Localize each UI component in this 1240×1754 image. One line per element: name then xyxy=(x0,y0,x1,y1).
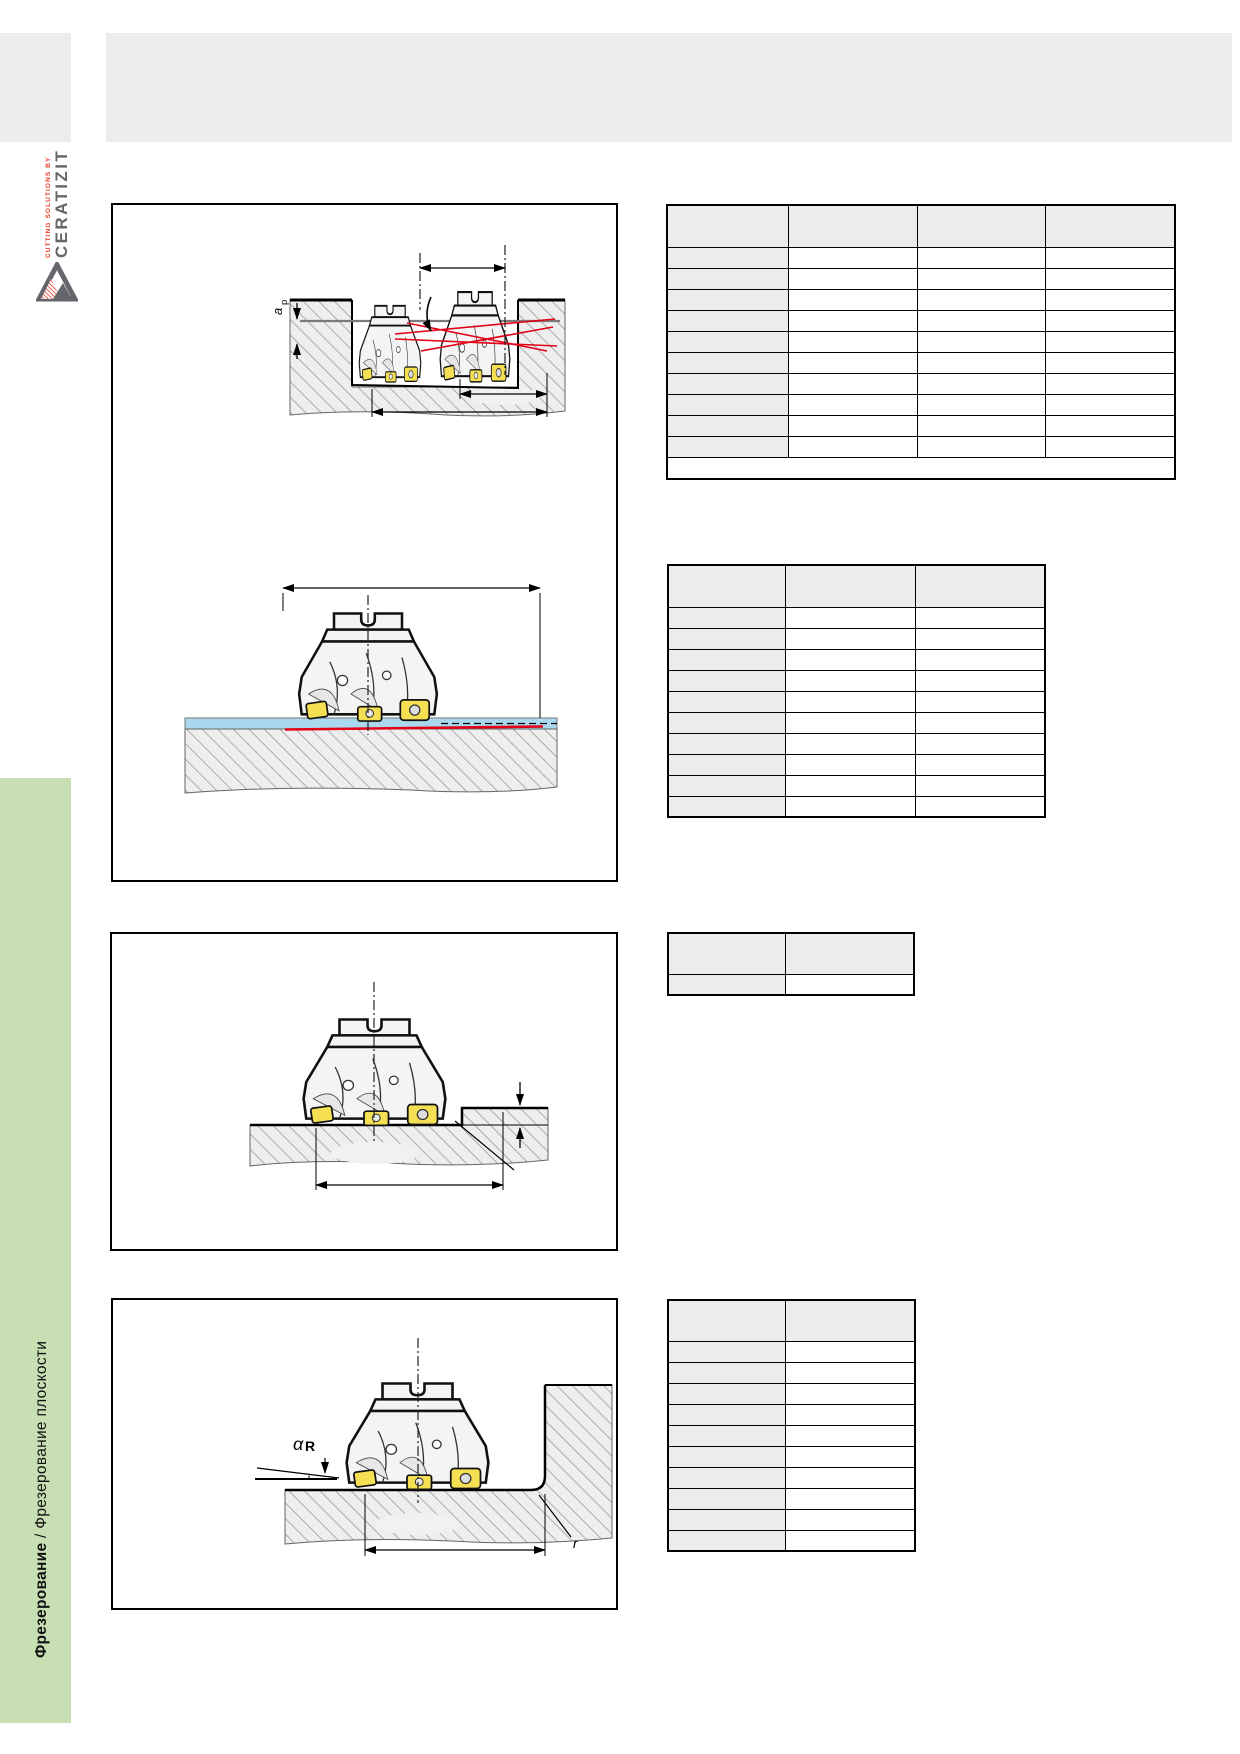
table-cell xyxy=(668,1530,785,1551)
table-cell xyxy=(788,373,917,394)
table-row xyxy=(668,670,1045,691)
table-cell xyxy=(785,796,915,817)
table-cell xyxy=(785,712,915,733)
table-cell xyxy=(788,394,917,415)
table-row xyxy=(668,1383,915,1404)
table-cell xyxy=(1045,352,1175,373)
label-alpha-sub: R xyxy=(305,1438,316,1454)
table-cell xyxy=(1045,436,1175,457)
table-cell xyxy=(915,628,1045,649)
section-label-bold: Фрезерование xyxy=(33,1542,50,1658)
table-row xyxy=(668,1446,915,1467)
table-cell xyxy=(785,670,915,691)
table-cell xyxy=(788,352,917,373)
header-cell xyxy=(668,1300,785,1341)
table-cell xyxy=(668,691,785,712)
table-cell xyxy=(785,754,915,775)
table-cell xyxy=(917,352,1045,373)
header-cell xyxy=(915,565,1045,607)
table-cell xyxy=(915,670,1045,691)
table-cell xyxy=(785,974,914,995)
table-row xyxy=(667,394,1175,415)
table-cell xyxy=(917,373,1045,394)
table-cell xyxy=(668,754,785,775)
table-cell xyxy=(788,436,917,457)
table-cell xyxy=(915,775,1045,796)
table-row xyxy=(668,1488,915,1509)
spec-table-grid xyxy=(667,932,915,996)
table-row xyxy=(667,310,1175,331)
table-row xyxy=(668,1509,915,1530)
header-cell xyxy=(788,205,917,247)
table-cell xyxy=(915,796,1045,817)
table-header-row xyxy=(667,205,1175,247)
spec-table-4 xyxy=(667,1299,916,1552)
label-radius: r xyxy=(573,1535,578,1551)
table-cell xyxy=(668,712,785,733)
table-row xyxy=(668,974,914,995)
spec-table-1 xyxy=(666,204,1176,480)
table-cell xyxy=(915,754,1045,775)
logo-tagline: CUTTING SOLUTIONS BY xyxy=(45,156,52,258)
table-cell xyxy=(668,628,785,649)
table-cell xyxy=(1045,268,1175,289)
table-cell xyxy=(917,331,1045,352)
table-cell xyxy=(788,331,917,352)
label-alpha: α xyxy=(293,1434,304,1454)
table-cell xyxy=(915,712,1045,733)
header-cell xyxy=(1045,205,1175,247)
table-row xyxy=(668,775,1045,796)
brand-triangle-icon xyxy=(36,262,78,302)
table-row xyxy=(668,1404,915,1425)
label-ap-sub: p xyxy=(279,299,290,305)
table-cell xyxy=(917,415,1045,436)
table-cell xyxy=(785,1509,915,1530)
table-cell xyxy=(785,775,915,796)
table-cell xyxy=(1045,310,1175,331)
label-ap-main: a xyxy=(270,307,285,315)
table-row xyxy=(667,415,1175,436)
table-row xyxy=(668,1425,915,1446)
table-row xyxy=(667,373,1175,394)
table-cell xyxy=(668,775,785,796)
header-cell xyxy=(917,205,1045,247)
diagram-depth-of-cut xyxy=(110,932,618,1251)
table-cell xyxy=(1045,289,1175,310)
table-cell xyxy=(1045,373,1175,394)
diagram-gang-milling xyxy=(111,203,618,882)
table-cell xyxy=(667,289,788,310)
table-cell xyxy=(785,1404,915,1425)
table-cell xyxy=(667,394,788,415)
table-cell xyxy=(668,1446,785,1467)
header-cell xyxy=(785,1300,915,1341)
table-cell xyxy=(668,1425,785,1446)
table-row xyxy=(667,436,1175,457)
table-header-row xyxy=(668,565,1045,607)
table-cell xyxy=(667,310,788,331)
table-cell xyxy=(788,268,917,289)
header-cell xyxy=(667,205,788,247)
table-cell xyxy=(915,607,1045,628)
header-bar xyxy=(106,33,1232,142)
table-cell xyxy=(668,1341,785,1362)
table-cell xyxy=(785,1425,915,1446)
header-cell xyxy=(668,933,785,974)
footer-cell xyxy=(667,457,1175,479)
table-cell xyxy=(788,415,917,436)
spec-table-grid xyxy=(667,1299,916,1552)
spec-table-grid xyxy=(666,204,1176,480)
table-row xyxy=(668,754,1045,775)
table-footer-row xyxy=(667,457,1175,479)
table-cell xyxy=(668,1509,785,1530)
table-cell xyxy=(668,796,785,817)
table-row xyxy=(667,352,1175,373)
table-header-row xyxy=(668,1300,915,1341)
table-row xyxy=(668,691,1045,712)
table-cell xyxy=(785,628,915,649)
table-cell xyxy=(917,289,1045,310)
table-cell xyxy=(668,649,785,670)
table-cell xyxy=(668,1488,785,1509)
table-cell xyxy=(788,310,917,331)
table-cell xyxy=(915,733,1045,754)
table-cell xyxy=(668,1404,785,1425)
table-row xyxy=(668,607,1045,628)
section-label xyxy=(33,1340,350,1676)
table-cell xyxy=(667,247,788,268)
table-cell xyxy=(917,268,1045,289)
table-cell xyxy=(785,1341,915,1362)
table-row xyxy=(668,1530,915,1551)
header-cell xyxy=(668,565,785,607)
table-header-row xyxy=(668,933,914,974)
table-row xyxy=(667,331,1175,352)
top-left-block xyxy=(0,33,71,142)
table-cell xyxy=(1045,331,1175,352)
table-cell xyxy=(917,310,1045,331)
table-row xyxy=(668,1341,915,1362)
table-cell xyxy=(667,352,788,373)
table-row xyxy=(667,247,1175,268)
table-row xyxy=(667,268,1175,289)
table-cell xyxy=(668,607,785,628)
table-row xyxy=(668,1362,915,1383)
table-row xyxy=(668,1467,915,1488)
table-cell xyxy=(917,436,1045,457)
table-cell xyxy=(785,1530,915,1551)
table-cell xyxy=(667,436,788,457)
table-cell xyxy=(668,1467,785,1488)
table-cell xyxy=(785,649,915,670)
header-cell xyxy=(785,933,914,974)
table-row xyxy=(668,649,1045,670)
table-cell xyxy=(667,415,788,436)
header-cell xyxy=(785,565,915,607)
table-cell xyxy=(917,247,1045,268)
table-cell xyxy=(785,607,915,628)
table-cell xyxy=(667,373,788,394)
table-cell xyxy=(785,1446,915,1467)
table-cell xyxy=(915,691,1045,712)
table-cell xyxy=(1045,394,1175,415)
section-label-rest: / Фрезерование плоскости xyxy=(33,1340,50,1543)
table-cell xyxy=(788,289,917,310)
table-row xyxy=(668,733,1045,754)
table-row xyxy=(667,289,1175,310)
table-cell xyxy=(785,733,915,754)
table-cell xyxy=(1045,247,1175,268)
table-row xyxy=(668,628,1045,649)
diagram-corner-angle xyxy=(111,1298,618,1610)
table-cell xyxy=(668,1383,785,1404)
table-cell xyxy=(785,1467,915,1488)
spec-table-grid xyxy=(667,564,1046,818)
table-cell xyxy=(785,1362,915,1383)
table-cell xyxy=(785,1488,915,1509)
spec-table-3 xyxy=(667,932,915,996)
table-cell xyxy=(668,670,785,691)
logo-brand: CERATIZIT xyxy=(51,148,71,258)
table-cell xyxy=(917,394,1045,415)
table-cell xyxy=(788,247,917,268)
table-cell xyxy=(667,268,788,289)
table-row xyxy=(668,796,1045,817)
table-cell xyxy=(668,1362,785,1383)
table-cell xyxy=(785,691,915,712)
table-cell xyxy=(668,974,785,995)
table-cell xyxy=(915,649,1045,670)
table-cell xyxy=(1045,415,1175,436)
spec-table-2 xyxy=(667,564,1046,818)
table-cell xyxy=(668,733,785,754)
table-cell xyxy=(667,331,788,352)
table-cell xyxy=(785,1383,915,1404)
table-row xyxy=(668,712,1045,733)
